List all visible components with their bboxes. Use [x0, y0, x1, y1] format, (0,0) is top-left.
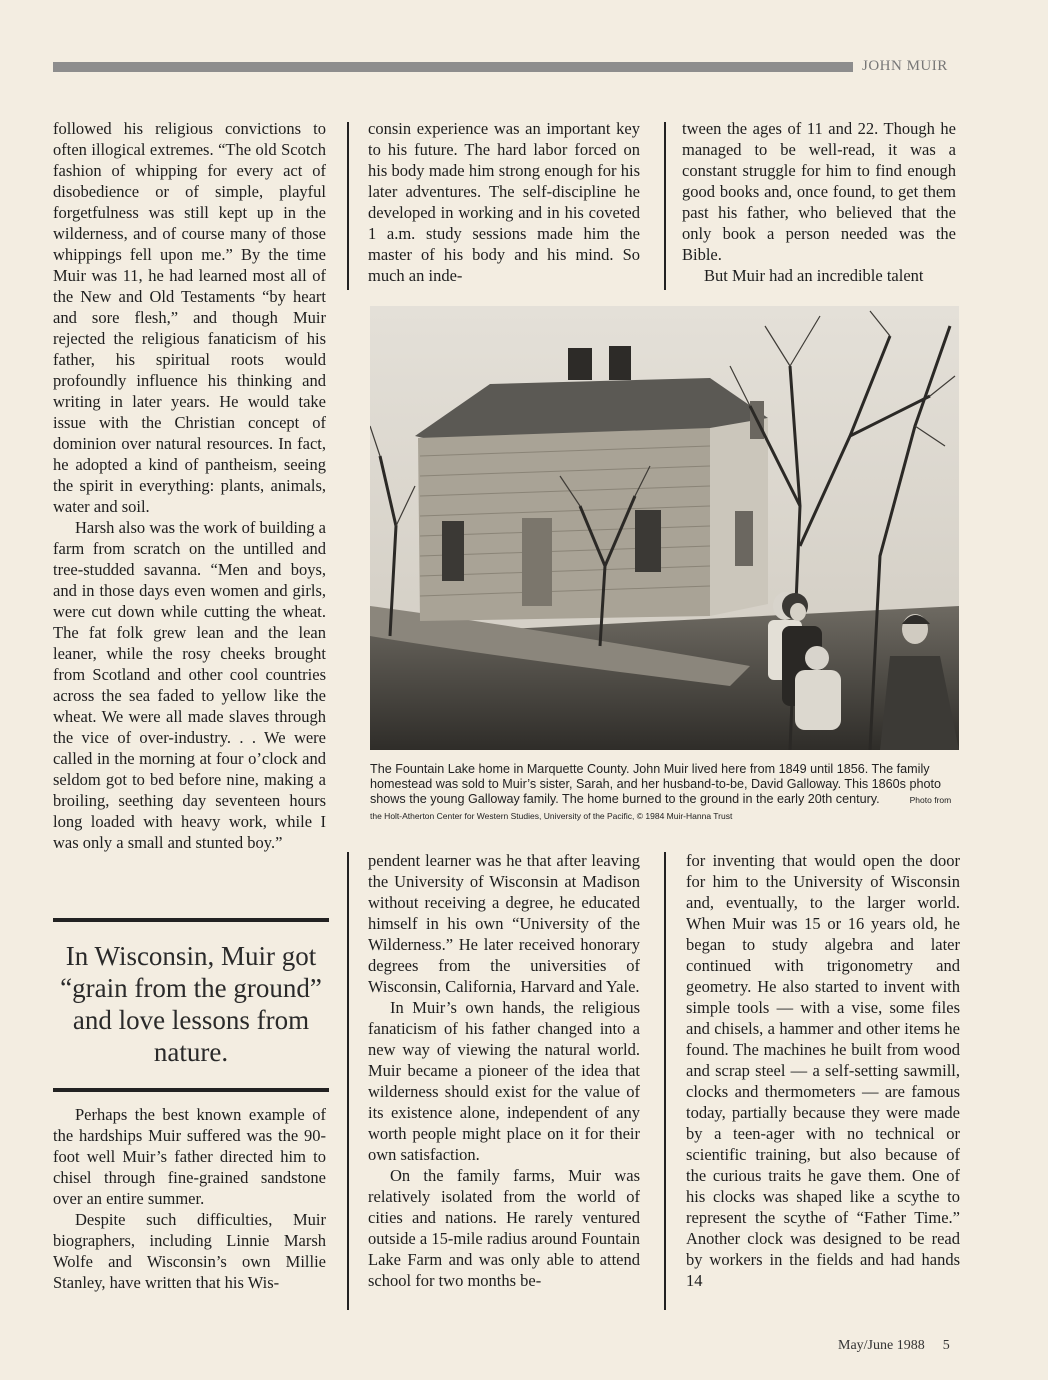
paragraph: followed his religious convictions to often illogical extremes. “The old Scotch fashion of whipping for every act of disobedience or of simple, playful forgetfulness was still kept up in the wilderness, and of course many of those whippings fell upon me.” By the time Muir was 11, he had learned most all of the New and Old Testaments “by heart and sore flesh,” and though Muir rejected the religious fanaticism of his father, his spiritual roots would profoundly influence his thinking and writing in later years. He would take issue with the Christian concept of dominion over natural resources. In fact, he adopted a kind of pantheism, seeing the spirit in everything: plants, animals, water and soil.	[53, 119, 326, 516]
column-1-bottom-text	[53, 1104, 326, 1293]
paragraph: Despite such difficulties, Muir biographers, including Linnie Marsh Wolfe and Wisconsin’s own Millie Stanley, have written that his Wis-	[53, 1210, 326, 1292]
column-divider	[347, 122, 349, 290]
paragraph: In Muir’s own hands, the religious fanaticism of his father changed into a new way of viewing the natural world. Muir became a pioneer of the idea that wilderness should exist for the value of its existence alone, independent of any worth people might place on it for their own satisfaction.	[368, 998, 640, 1164]
paragraph: tween the ages of 11 and 22. Though he managed to be well-read, it was a constant struggle for him to find enough good books and, once found, to get them past his father, who believed that the only book a person needed was the Bible.	[682, 119, 956, 264]
pull-quote-bottom-rule	[53, 1088, 329, 1092]
paragraph: pendent learner was he that after leaving the University of Wisconsin at Madison without receiving a degree, he educated himself in his own “University of the Wilderness.” He later received honorary degrees from the universities of Wisconsin, California, Harvard and Yale.	[368, 851, 640, 996]
column-divider	[347, 852, 349, 1310]
page-number: 5	[942, 1338, 950, 1353]
running-header: JOHN MUIR	[862, 58, 948, 74]
column-3-top-text	[682, 118, 956, 286]
paragraph: Harsh also was the work of building a farm from scratch on the untilled and tree-studded savanna. “Men and boys, and in those days even women and girls, were cut down while cutting the wheat. The fat folk grew lean and the lean leaner, while the rosy cheeks brought from Scotland and other cool countries across the sea faded to yellow like the wheat. We were all made slaves through the vice of over-industry. . . We were called in the morning at four o’clock and seldom got to bed before nine, making a broiling, seething day seventeen hours long loaded with heavy work, while I was only a small and stunted boy.”	[53, 518, 326, 852]
photo-credit: Photo from the Holt-Atherton Center for Western Studies, University of the Pacific, © 1984 Muir-Hanna Trust	[370, 795, 952, 821]
column-2-bottom-text	[368, 850, 640, 1291]
column-1-text	[53, 118, 326, 853]
page-footer	[838, 1338, 950, 1354]
column-2-top-text	[368, 118, 640, 286]
header-rule	[53, 62, 853, 72]
caption-text: The Fountain Lake home in Marquette County. John Muir lived here from 1849 until 1856. The family homestead was sold to Muir’s sister, Sarah, and her husband-to-be, David Galloway. This 1860s photo shows the young Galloway family. The home burned to the ground in the early 20th century.	[370, 762, 941, 806]
paragraph: But Muir had an incredible talent	[704, 266, 924, 285]
homestead-illustration	[370, 306, 959, 750]
paragraph: On the family farms, Muir was relatively isolated from the world of cities and nations. He rarely ventured outside a 15-mile radius around Fountain Lake Farm and was only able to attend school for two months be-	[368, 1166, 640, 1290]
pull-quote	[53, 918, 329, 1092]
paragraph: Perhaps the best known example of the hardships Muir suffered was the 90-foot well Muir’s father directed him to chisel through fine-grained sandstone over an entire summer.	[53, 1105, 326, 1208]
homestead-photo	[370, 306, 959, 750]
column-3-bottom-text	[686, 850, 960, 1291]
issue-date: May/June 1988	[838, 1338, 925, 1353]
paragraph: consin experience was an important key to his future. The hard labor forced on his body made him strong enough for his later adventures. The self-discipline he developed in working and in his coveted 1 a.m. study sessions made him the master of his body and his mind. So much an inde-	[368, 119, 640, 285]
paragraph: for inventing that would open the door for him to the University of Wisconsin and, eventually, to the larger world. When Muir was 15 or 16 years old, he began to study algebra and later continued with trigonometry and geometry. He also started to invent with simple tools — with a vise, some files and chisels, a hammer and other items he found. The machines he built from wood and scrap steel — a self-setting sawmill, clocks and thermometers — are famous today, partially because they were made by a teen-ager with no technical or scientific training, but also because of the curious traits he gave them. One of his clocks was shaped like a scythe to represent the scythe of “Father Time.” Another clock was designed to be read by workers in the fields and had hands 14	[686, 851, 960, 1290]
column-divider	[664, 122, 666, 290]
column-divider	[664, 852, 666, 1310]
pull-quote-text: In Wisconsin, Muir got “grain from the ground” and love lessons from nature.	[60, 941, 322, 1067]
photo-caption	[370, 762, 962, 824]
